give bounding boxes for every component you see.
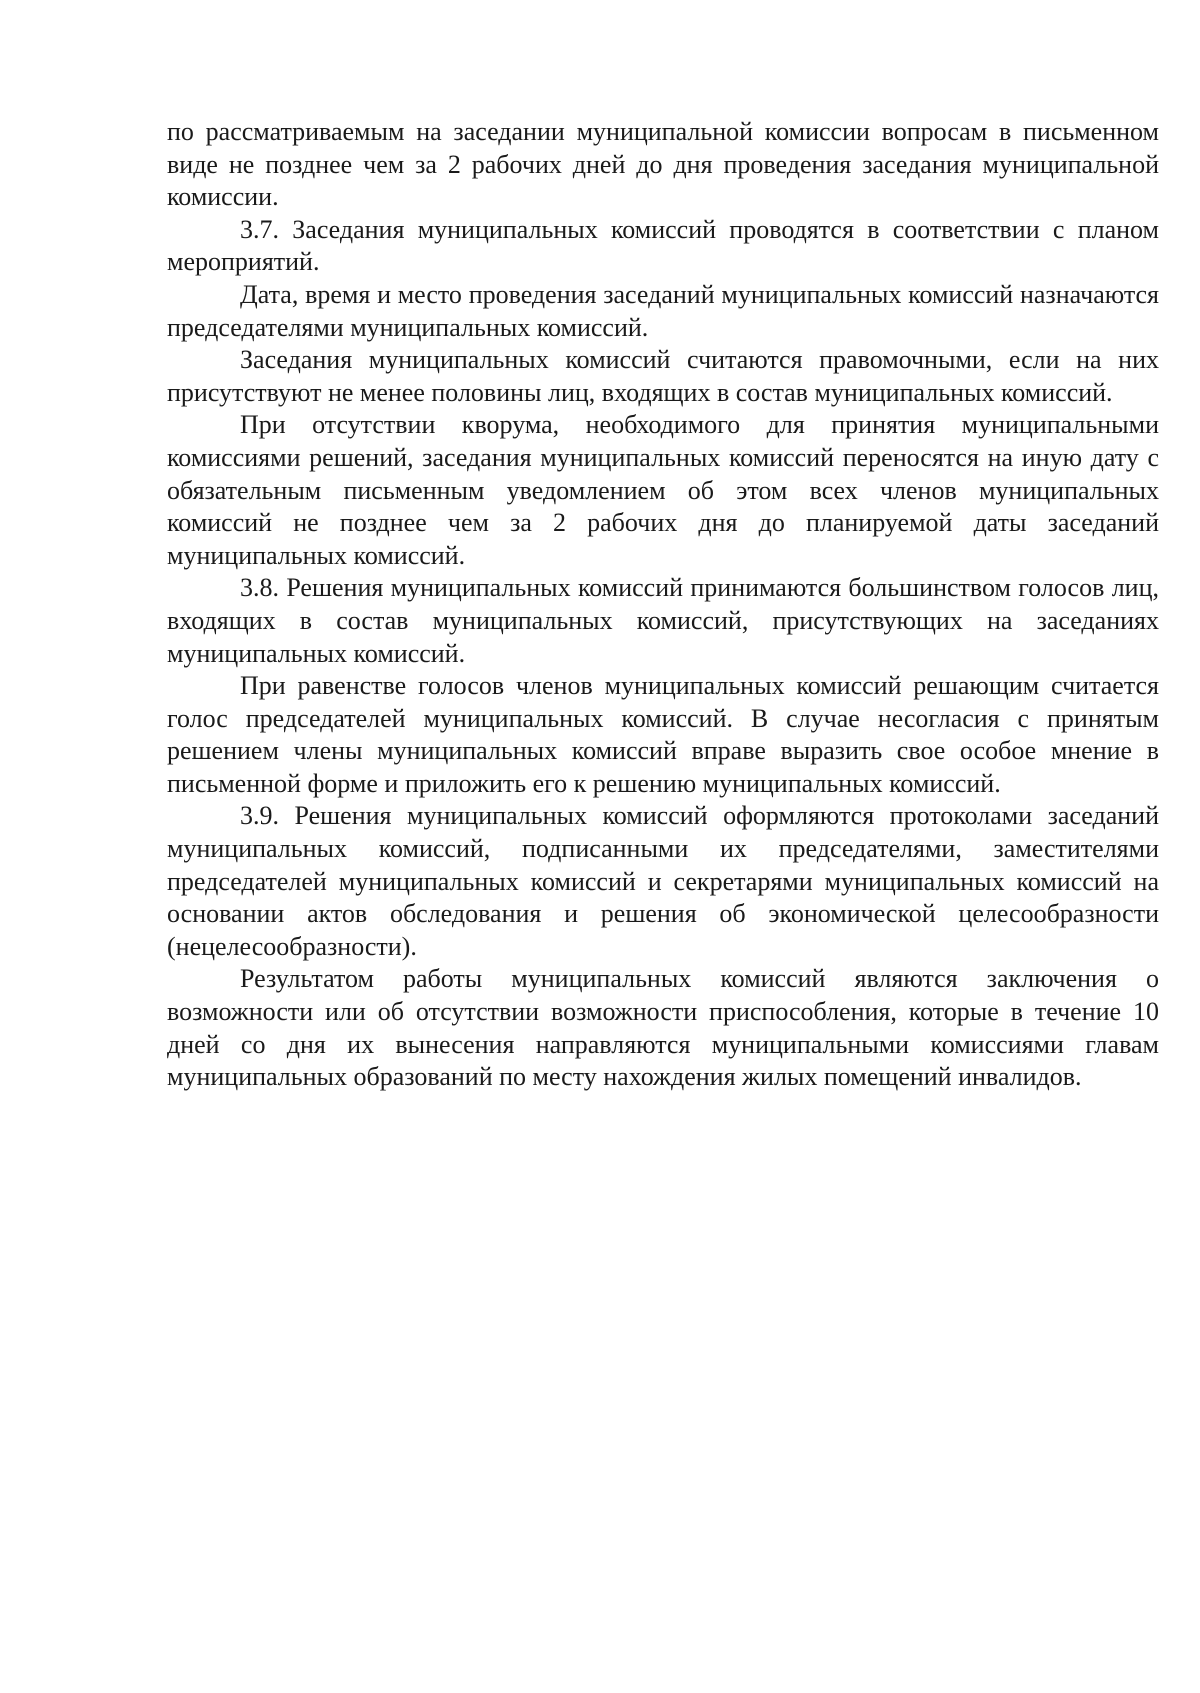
paragraph-3-8: 3.8. Решения муниципальных комиссий принимаются большинством голосов лиц, входящих в состав муниципальных комиссий, присутствующих на заседаниях муниципальных комиссий. [167,573,1159,668]
paragraph-result: Результатом работы муниципальных комиссий являются заключения о возможности или об отсутствии возможности приспособления, которые в течение 10 дней со дня их вынесения направляются муниципальными комиссиями главам муниципальных образований по месту нахождения жилых помещений инвалидов. [167,964,1159,1092]
paragraph-no-quorum: При отсутствии кворума, необходимого для принятия муниципальными комиссиями решений, заседания муниципальных комиссий переносятся на иную дату с обязательным письменным уведомлением об этом всех членов муниципальных комиссий не позднее чем за 2 рабочих дня до планируемой даты заседаний муниципальных комиссий. [167,410,1159,570]
document-body [167,116,1159,1094]
paragraph-tie-vote: При равенстве голосов членов муниципальных комиссий решающим считается голос председателей муниципальных комиссий. В случае несогласия с принятым решением члены муниципальных комиссий вправе выразить свое особое мнение в письменной форме и приложить его к решению муниципальных комиссий. [167,671,1159,798]
paragraph-quorum: Заседания муниципальных комиссий считаются правомочными, если на них присутствуют не менее половины лиц, входящих в состав муниципальных комиссий. [167,345,1159,407]
paragraph-3-9: 3.9. Решения муниципальных комиссий оформляются протоколами заседаний муниципальных комиссий, подписанными их председателями, заместителями председателей муниципальных комиссий и секретарями муниципальных комиссий на основании актов обследования и решения об экономической целесообразности (нецелесообразности). [167,801,1159,961]
paragraph-meeting-schedule: Дата, время и место проведения заседаний муниципальных комиссий назначаются председателями муниципальных комиссий. [167,279,1159,342]
paragraph-continuation: по рассматриваемым на заседании муниципальной комиссии вопросам в письменном виде не позднее чем за 2 рабочих дней до дня проведения заседания муниципальной комиссии. [167,117,1159,212]
paragraph-3-7: 3.7. Заседания муниципальных комиссий проводятся в соответствии с планом мероприятий. [167,214,1159,277]
